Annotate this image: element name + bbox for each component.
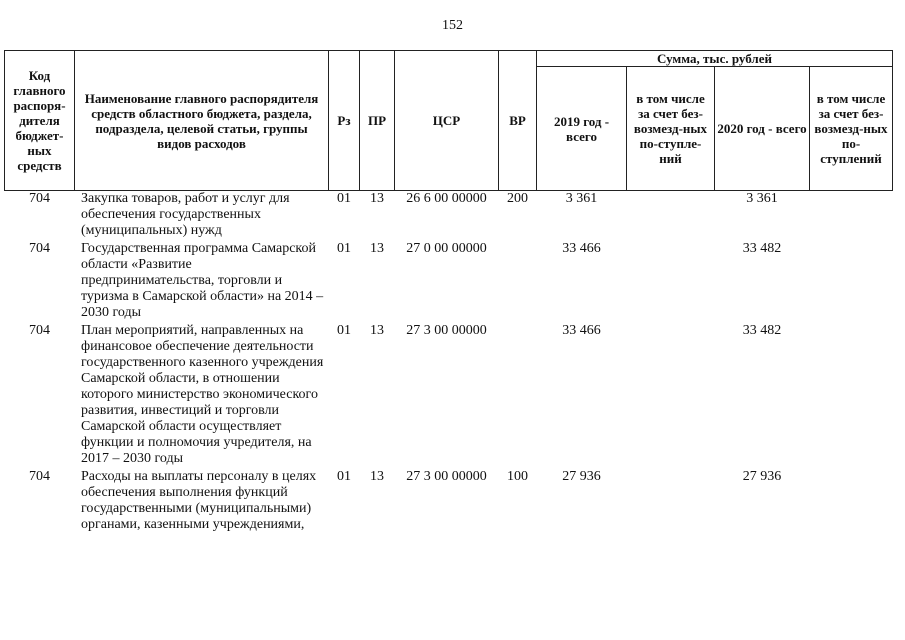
cell-2019-total: 33 466	[562, 323, 601, 338]
cell-2020-free	[810, 241, 893, 323]
cell-csr: 27 0 00 00000	[406, 241, 487, 256]
cell-vr	[499, 323, 537, 469]
header-summa: Сумма, тыс. рублей	[537, 51, 893, 67]
cell-2020-total: 33 482	[742, 323, 782, 338]
cell-2019-total: 33 466	[562, 241, 601, 256]
cell-2020-free	[810, 191, 893, 242]
header-pr: ПР	[360, 51, 395, 191]
table-row	[5, 241, 893, 323]
page-number: 152	[442, 18, 463, 33]
cell-2019-free	[627, 241, 715, 323]
cell-pr: 13	[370, 323, 384, 338]
cell-pr: 13	[370, 469, 384, 484]
header-kod: Код главного распоря-дителя бюджет-ных средств	[5, 51, 75, 191]
header-csr: ЦСР	[395, 51, 499, 191]
cell-name: Государственная программа Самарской области «Развитие предпринимательства, торговли и туризма в Самарской области» на 2014 – 2030 годы	[81, 241, 324, 320]
table-row	[5, 191, 893, 242]
cell-csr: 27 3 00 00000	[406, 469, 487, 484]
cell-pr: 13	[370, 191, 384, 206]
cell-2019-total: 3 361	[565, 191, 598, 206]
cell-name: Расходы на выплаты персоналу в целях обеспечения выполнения функций государственными (муниципальными) органами, казенными учреждениями,	[81, 469, 317, 532]
table-row	[5, 323, 893, 469]
header-2019-total: 2019 год - всего	[537, 67, 627, 191]
cell-rz: 01	[337, 469, 351, 484]
cell-rz: 01	[337, 191, 351, 206]
cell-vr: 100	[507, 469, 528, 484]
cell-2020-free	[810, 469, 893, 535]
cell-name: План мероприятий, направленных на финансовое обеспечение деятельности государственного казенного учреждения Самарской области, в отношении которого министерство экономического развития, инвестиций и торговли Самарской области осуществляет функции и полномочия учредителя, на 2017 – 2030 годы	[81, 323, 324, 466]
cell-2019-free	[627, 323, 715, 469]
cell-2020-free	[810, 323, 893, 469]
cell-name: Закупка товаров, работ и услуг для обеспечения государственных (муниципальных) нужд	[81, 191, 290, 238]
budget-table	[4, 50, 893, 535]
cell-2019-free	[627, 191, 715, 242]
cell-pr: 13	[370, 241, 384, 256]
header-2020-total: 2020 год - всего	[715, 67, 810, 191]
cell-2019-total: 27 936	[562, 469, 601, 484]
cell-kod: 704	[29, 191, 50, 206]
cell-csr: 27 3 00 00000	[406, 323, 487, 338]
cell-csr: 26 6 00 00000	[406, 191, 487, 206]
cell-kod: 704	[29, 323, 50, 338]
header-name: Наименование главного распорядителя средств областного бюджета, раздела, подраздела, целевой статьи, группы видов расходов	[75, 51, 329, 191]
cell-2020-total: 33 482	[742, 241, 782, 256]
cell-rz: 01	[337, 241, 351, 256]
cell-rz: 01	[337, 323, 351, 338]
cell-kod: 704	[29, 469, 50, 484]
cell-2020-total: 3 361	[746, 191, 778, 206]
header-2019-free: в том числе за счет без-возмезд-ных по-ступле-ний	[627, 67, 715, 191]
header-rz: Рз	[329, 51, 360, 191]
header-2020-free: в том числе за счет без-возмезд-ных по-ступлений	[810, 67, 893, 191]
cell-2019-free	[627, 469, 715, 535]
cell-vr: 200	[507, 191, 528, 206]
cell-kod: 704	[29, 241, 50, 256]
cell-vr	[499, 241, 537, 323]
header-vr: ВР	[499, 51, 537, 191]
table-row	[5, 469, 893, 535]
cell-2020-total: 27 936	[742, 469, 782, 484]
